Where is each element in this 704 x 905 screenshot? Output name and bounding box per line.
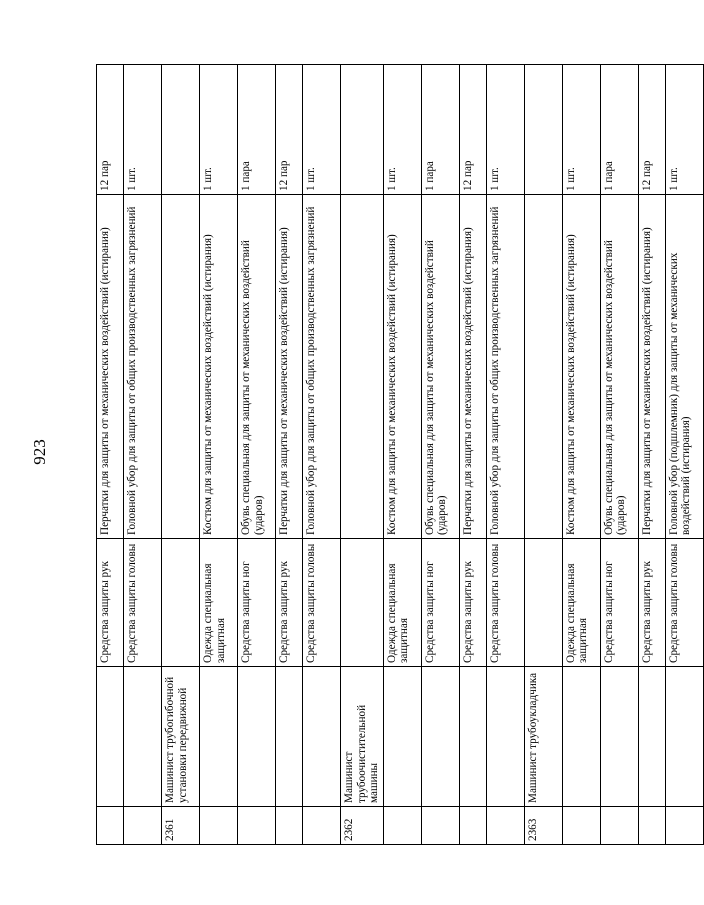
ppe-type-cell: Одежда специальная защитная [200,539,238,667]
row-number-cell [276,807,303,845]
table-row [383,65,421,845]
quantity-cell [341,65,384,195]
ppe-item-cell: Перчатки для защиты от механических воздействий (истирания) [276,195,303,539]
ppe-item-cell: Обувь специальная для защиты от механических воздействий (ударов) [421,195,459,539]
profession-cell [665,667,703,807]
quantity-cell: 1 шт. [562,65,600,195]
ppe-item-cell: Костюм для защиты от механических воздействий (истирания) [383,195,421,539]
quantity-cell: 12 пар [276,65,303,195]
table-row [276,65,303,845]
ppe-type-cell: Одежда специальная защитная [383,539,421,667]
row-number-cell [600,807,638,845]
quantity-cell [162,65,200,195]
row-number-cell [383,807,421,845]
table-row [341,65,384,845]
table-row [303,65,341,845]
ppe-item-cell: Перчатки для защиты от механических воздействий (истирания) [459,195,486,539]
ppe-item-cell: Обувь специальная для защиты от механических воздействий (ударов) [600,195,638,539]
row-number-cell [562,807,600,845]
ppe-norms-table [96,64,704,845]
profession-cell: Машинист трубоочистительной машины [341,667,384,807]
quantity-cell: 1 шт. [486,65,524,195]
table-row [162,65,200,845]
ppe-item-cell [524,195,562,539]
ppe-item-cell [341,195,384,539]
row-number-cell: 2363 [524,807,562,845]
quantity-cell: 1 пара [238,65,276,195]
profession-cell: Машинист трубоукладчика [524,667,562,807]
row-number-cell [421,807,459,845]
ppe-type-cell: Средства защиты головы [124,539,162,667]
ppe-item-cell: Перчатки для защиты от механических воздействий (истирания) [638,195,665,539]
table-row [421,65,459,845]
quantity-cell [524,65,562,195]
ppe-type-cell: Средства защиты головы [665,539,703,667]
ppe-type-cell: Средства защиты головы [486,539,524,667]
quantity-cell: 12 пар [459,65,486,195]
table-row [600,65,638,845]
table-row [486,65,524,845]
ppe-type-cell [162,539,200,667]
ppe-type-cell: Средства защиты рук [638,539,665,667]
profession-cell: Машинист трубогибочной установки передвижной [162,667,200,807]
row-number-cell: 2361 [162,807,200,845]
ppe-type-cell: Средства защиты рук [276,539,303,667]
table-row [638,65,665,845]
ppe-item-cell: Головной убор для защиты от общих производственных загрязнений [124,195,162,539]
quantity-cell: 1 шт. [124,65,162,195]
ppe-item-cell: Головной убор (подшлемник) для защиты от механических воздействий (истирания) [665,195,703,539]
row-number-cell [97,807,124,845]
ppe-item-cell: Головной убор для защиты от общих производственных загрязнений [486,195,524,539]
row-number-cell [638,807,665,845]
ppe-item-cell: Обувь специальная для защиты от механических воздействий (ударов) [238,195,276,539]
profession-cell [638,667,665,807]
page-number: 923 [30,439,49,465]
profession-cell [303,667,341,807]
row-number-cell [200,807,238,845]
ppe-type-cell: Средства защиты ног [600,539,638,667]
ppe-type-cell [524,539,562,667]
ppe-type-cell: Средства защиты ног [238,539,276,667]
profession-cell [383,667,421,807]
ppe-type-cell [341,539,384,667]
profession-cell [562,667,600,807]
profession-cell [486,667,524,807]
quantity-cell: 1 шт. [200,65,238,195]
quantity-cell: 1 шт. [665,65,703,195]
quantity-cell: 12 пар [638,65,665,195]
row-number-cell [303,807,341,845]
ppe-item-cell: Перчатки для защиты от механических воздействий (истирания) [97,195,124,539]
profession-cell [238,667,276,807]
table-row [238,65,276,845]
ppe-item-cell: Костюм для защиты от механических воздействий (истирания) [562,195,600,539]
quantity-cell: 12 пар [97,65,124,195]
profession-cell [97,667,124,807]
profession-cell [421,667,459,807]
table-row [97,65,124,845]
profession-cell [200,667,238,807]
row-number-cell [124,807,162,845]
table-row [459,65,486,845]
row-number-cell [459,807,486,845]
ppe-type-cell: Средства защиты рук [97,539,124,667]
quantity-cell: 1 шт. [383,65,421,195]
profession-cell [459,667,486,807]
row-number-cell [238,807,276,845]
ppe-type-cell: Средства защиты головы [303,539,341,667]
table-row [200,65,238,845]
profession-cell [600,667,638,807]
ppe-type-cell: Средства защиты ног [421,539,459,667]
quantity-cell: 1 пара [600,65,638,195]
ppe-item-cell: Костюм для защиты от механических воздействий (истирания) [200,195,238,539]
quantity-cell: 1 шт. [303,65,341,195]
quantity-cell: 1 пара [421,65,459,195]
table-row [562,65,600,845]
ppe-type-cell: Средства защиты рук [459,539,486,667]
table-body [97,65,704,845]
row-number-cell [665,807,703,845]
profession-cell [124,667,162,807]
ppe-item-cell: Головной убор для защиты от общих производственных загрязнений [303,195,341,539]
row-number-cell [486,807,524,845]
table-row [524,65,562,845]
table-row [124,65,162,845]
ppe-item-cell [162,195,200,539]
ppe-type-cell: Одежда специальная защитная [562,539,600,667]
profession-cell [276,667,303,807]
table-row [665,65,703,845]
row-number-cell: 2362 [341,807,384,845]
rotated-table-wrapper [96,65,692,845]
